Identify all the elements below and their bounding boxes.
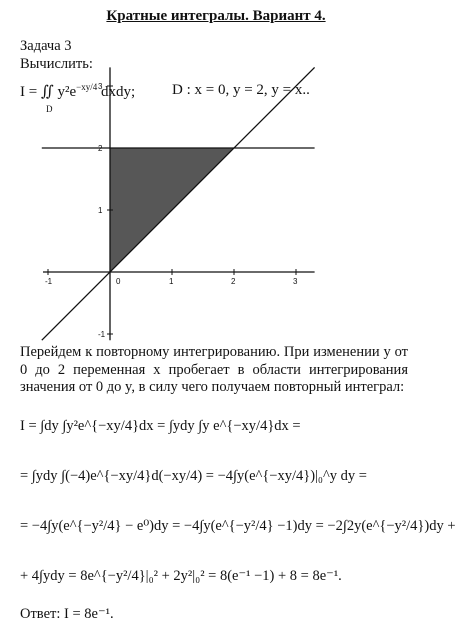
equation-line-1: I = ∫dy ∫y²e^{−xy/4}dx = ∫ydy ∫y e^{−xy/4}dx = bbox=[20, 418, 301, 434]
instruction: Вычислить: bbox=[20, 56, 93, 72]
x-tick-label: 0 bbox=[116, 277, 121, 286]
answer: Ответ: I = 8e⁻¹. bbox=[20, 606, 114, 622]
x-tick-label: 3 bbox=[293, 277, 298, 286]
equation-line-2: = ∫ydy ∫(−4)e^{−xy/4}d(−xy/4) = −4∫y(e^{−xy/4})|₀^y dy = bbox=[20, 468, 367, 484]
x-tick-label: -1 bbox=[45, 277, 53, 286]
x-tick-label: 2 bbox=[231, 277, 236, 286]
task-label: Задача 3 bbox=[20, 38, 72, 54]
equation-line-3: = −4∫y(e^{−y²/4} − e⁰)dy = −4∫y(e^{−y²/4} −1)dy = −2∫2y(e^{−y²/4})dy + bbox=[20, 518, 456, 534]
equation-line-4: + 4∫ydy = 8e^{−y²/4}|₀² + 2y²|₀² = 8(e⁻¹ −1) + 8 = 8e⁻¹. bbox=[20, 568, 342, 584]
y-tick-label: 1 bbox=[98, 206, 103, 215]
x-tick-label: 1 bbox=[169, 277, 174, 286]
page-title: Кратные интегралы. Вариант 4. bbox=[106, 8, 326, 24]
y-tick-label: 2 bbox=[98, 144, 103, 153]
y-tick-label: -1 bbox=[98, 330, 106, 339]
problem-region-sub: D bbox=[46, 104, 53, 114]
problem-integral: I = ∬ $y^2e^{-xy/4}$ dxdy; bbox=[20, 82, 136, 100]
explanation-paragraph: Перейдем к повторному интегрированию. При изменении y от 0 до 2 переменная x пробегает в области интегрирования значения от 0 до y, в силу чего получаем повторный интеграл: bbox=[20, 344, 408, 395]
y-tick-label: 3 bbox=[98, 82, 103, 91]
line-y-equals-x bbox=[42, 67, 315, 340]
problem-region: D : x = 0, y = 2, y = x.. bbox=[172, 82, 310, 98]
